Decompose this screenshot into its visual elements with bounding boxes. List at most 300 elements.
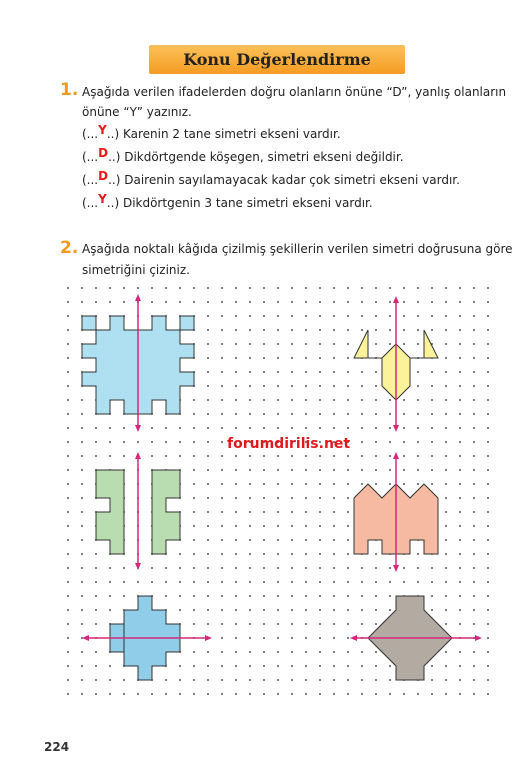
grid-dot [333, 343, 335, 345]
grid-dot [487, 399, 489, 401]
grid-dot [123, 595, 125, 597]
grid-dot [305, 399, 307, 401]
grid-dot [319, 357, 321, 359]
grid-dot [235, 427, 237, 429]
grid-dot [487, 679, 489, 681]
grid-dot [473, 595, 475, 597]
grid-dot [263, 469, 265, 471]
grid-dot [109, 595, 111, 597]
grid-dot [347, 539, 349, 541]
grid-dot [193, 553, 195, 555]
grid-dot [95, 693, 97, 695]
grid-dot [95, 553, 97, 555]
grid-dot [431, 427, 433, 429]
grid-dot [487, 441, 489, 443]
grid-dot [473, 329, 475, 331]
grid-dot [221, 399, 223, 401]
grid-dot [235, 343, 237, 345]
grid-dot [221, 651, 223, 653]
grid-dot [249, 553, 251, 555]
grid-dot [473, 315, 475, 317]
grid-dot [431, 301, 433, 303]
grid-dot [403, 329, 405, 331]
grid-dot [487, 343, 489, 345]
grid-dot [347, 623, 349, 625]
grid-dot [221, 385, 223, 387]
grid-dot [193, 539, 195, 541]
grid-dot [431, 371, 433, 373]
grid-dot [473, 469, 475, 471]
grid-dot [473, 553, 475, 555]
shape-2-original-and-reflection [354, 296, 438, 432]
grid-dot [431, 693, 433, 695]
grid-dot [473, 427, 475, 429]
grid-dot [445, 511, 447, 513]
grid-dot [235, 665, 237, 667]
question-2-text-line2: simetriğini çiziniz. [82, 263, 190, 277]
shape-3-reflection [152, 470, 180, 554]
grid-dot [207, 469, 209, 471]
grid-dot [333, 623, 335, 625]
grid-dot [291, 497, 293, 499]
statement-4-answer: Y [98, 192, 107, 206]
grid-dot [193, 511, 195, 513]
grid-dot [319, 329, 321, 331]
grid-dot [151, 567, 153, 569]
grid-dot [263, 665, 265, 667]
grid-dot [473, 693, 475, 695]
grid-dot [459, 581, 461, 583]
grid-dot [207, 441, 209, 443]
grid-dot [361, 399, 363, 401]
grid-dot [361, 623, 363, 625]
grid-dot [235, 567, 237, 569]
grid-dot [347, 315, 349, 317]
grid-dot [277, 399, 279, 401]
grid-dot [221, 581, 223, 583]
grid-dot [207, 581, 209, 583]
grid-dot [193, 609, 195, 611]
grid-dot [403, 693, 405, 695]
grid-dot [347, 679, 349, 681]
grid-dot [207, 329, 209, 331]
grid-dot [319, 343, 321, 345]
grid-dot [235, 693, 237, 695]
grid-dot [305, 511, 307, 513]
grid-dot [249, 511, 251, 513]
grid-dot [459, 343, 461, 345]
grid-dot [305, 301, 307, 303]
grid-dot [319, 455, 321, 457]
shape-2-reflection-part [424, 330, 438, 358]
grid-dot [291, 469, 293, 471]
grid-dot [347, 693, 349, 695]
grid-dot [487, 427, 489, 429]
grid-dot [207, 427, 209, 429]
grid-dot [431, 567, 433, 569]
grid-dot [459, 301, 461, 303]
grid-dot [431, 469, 433, 471]
grid-dot [263, 399, 265, 401]
grid-dot [249, 679, 251, 681]
grid-dot [305, 595, 307, 597]
grid-dot [67, 497, 69, 499]
grid-dot [249, 623, 251, 625]
grid-dot [67, 455, 69, 457]
grid-dot [193, 525, 195, 527]
grid-dot [221, 497, 223, 499]
grid-dot [221, 553, 223, 555]
statement-3: (...D..) Dairenin sayılamayacak kadar çok simetri ekseni vardır. [82, 169, 460, 187]
grid-dot [263, 385, 265, 387]
grid-dot [361, 469, 363, 471]
grid-dot [291, 679, 293, 681]
shape-6-axis-arrow-left [350, 635, 357, 641]
grid-dot [193, 483, 195, 485]
grid-dot [459, 385, 461, 387]
grid-dot [459, 483, 461, 485]
grid-dot [333, 315, 335, 317]
grid-dot [291, 385, 293, 387]
grid-dot [473, 497, 475, 499]
grid-dot [291, 609, 293, 611]
grid-dot [347, 399, 349, 401]
grid-dot [207, 525, 209, 527]
grid-dot [67, 287, 69, 289]
grid-dot [221, 567, 223, 569]
grid-dot [67, 357, 69, 359]
grid-dot [207, 553, 209, 555]
grid-dot [165, 693, 167, 695]
grid-dot [361, 441, 363, 443]
grid-dot [277, 343, 279, 345]
grid-dot [67, 553, 69, 555]
shape-6 [368, 596, 452, 638]
grid-dot [305, 651, 307, 653]
grid-dot [277, 287, 279, 289]
grid-dot [235, 329, 237, 331]
grid-dot [249, 315, 251, 317]
grid-dot [417, 483, 419, 485]
grid-dot [291, 665, 293, 667]
grid-dot [221, 539, 223, 541]
grid-dot [459, 623, 461, 625]
grid-dot [179, 609, 181, 611]
grid-dot [389, 679, 391, 681]
grid-dot [291, 413, 293, 415]
grid-dot [473, 287, 475, 289]
grid-dot [459, 567, 461, 569]
grid-dot [389, 329, 391, 331]
grid-dot [165, 441, 167, 443]
grid-dot [431, 413, 433, 415]
grid-dot [459, 651, 461, 653]
grid-dot [333, 553, 335, 555]
shape-1-reflection [138, 316, 194, 414]
grid-dot [81, 301, 83, 303]
grid-dot [333, 371, 335, 373]
grid-dot [193, 693, 195, 695]
grid-dot [67, 595, 69, 597]
grid-dot [459, 609, 461, 611]
grid-dot [67, 427, 69, 429]
grid-dot [95, 427, 97, 429]
grid-dot [445, 315, 447, 317]
grid-dot [445, 343, 447, 345]
grid-dot [445, 329, 447, 331]
grid-dot [403, 455, 405, 457]
grid-dot [305, 679, 307, 681]
grid-dot [263, 693, 265, 695]
grid-dot [291, 287, 293, 289]
grid-dot [221, 623, 223, 625]
grid-dot [123, 441, 125, 443]
grid-dot [333, 679, 335, 681]
grid-dot [263, 553, 265, 555]
shape-3-axis-arrow-top [135, 452, 141, 459]
grid-dot [193, 441, 195, 443]
grid-dot [445, 567, 447, 569]
grid-dot [263, 427, 265, 429]
grid-dot [277, 483, 279, 485]
statement-3-answer: D [98, 169, 109, 183]
grid-dot [459, 399, 461, 401]
grid-dot [221, 609, 223, 611]
grid-dot [473, 357, 475, 359]
grid-dot [249, 385, 251, 387]
grid-dot [221, 637, 223, 639]
grid-dot [375, 287, 377, 289]
grid-dot [67, 623, 69, 625]
grid-dot [417, 343, 419, 345]
grid-dot [193, 581, 195, 583]
grid-dot [291, 329, 293, 331]
grid-dot [305, 469, 307, 471]
grid-dot [487, 511, 489, 513]
grid-dot [67, 539, 69, 541]
grid-dot [389, 483, 391, 485]
shape-2 [382, 344, 396, 400]
grid-dot [473, 413, 475, 415]
grid-dot [305, 637, 307, 639]
grid-dot [235, 511, 237, 513]
grid-dot [109, 679, 111, 681]
grid-dot [81, 441, 83, 443]
grid-dot [389, 315, 391, 317]
grid-dot [347, 469, 349, 471]
grid-dot [291, 637, 293, 639]
grid-dot [347, 595, 349, 597]
grid-dot [291, 693, 293, 695]
grid-dot [445, 651, 447, 653]
grid-dot [417, 581, 419, 583]
grid-dot [459, 413, 461, 415]
grid-dot [361, 329, 363, 331]
grid-dot [319, 371, 321, 373]
grid-dot [347, 301, 349, 303]
grid-dot [95, 665, 97, 667]
grid-dot [67, 665, 69, 667]
grid-dot [333, 651, 335, 653]
grid-dot [487, 581, 489, 583]
grid-dot [487, 553, 489, 555]
grid-dot [319, 469, 321, 471]
grid-dot [347, 413, 349, 415]
grid-dot [81, 399, 83, 401]
grid-dot [277, 469, 279, 471]
grid-dot [459, 539, 461, 541]
grid-dot [375, 679, 377, 681]
grid-dot [207, 567, 209, 569]
grid-dot [389, 399, 391, 401]
grid-dot [165, 287, 167, 289]
grid-dot [235, 371, 237, 373]
grid-dot [81, 469, 83, 471]
question-1-number: 1. [60, 80, 79, 100]
grid-dot [305, 553, 307, 555]
grid-dot [137, 441, 139, 443]
grid-dot [403, 399, 405, 401]
grid-dot [473, 679, 475, 681]
grid-dot [193, 469, 195, 471]
grid-dot [221, 343, 223, 345]
grid-dot [347, 553, 349, 555]
grid-dot [473, 539, 475, 541]
grid-dot [95, 623, 97, 625]
grid-dot [375, 651, 377, 653]
grid-dot [123, 301, 125, 303]
grid-dot [347, 455, 349, 457]
shape-4-axis-arrow-top [393, 452, 399, 459]
grid-dot [67, 679, 69, 681]
grid-dot [389, 665, 391, 667]
grid-dot [333, 399, 335, 401]
grid-dot [277, 497, 279, 499]
grid-dot [277, 315, 279, 317]
grid-dot [333, 469, 335, 471]
grid-dot [431, 385, 433, 387]
grid-dot [235, 637, 237, 639]
grid-dot [473, 567, 475, 569]
grid-dot [319, 553, 321, 555]
grid-dot [235, 385, 237, 387]
grid-dot [417, 553, 419, 555]
grid-dot [333, 693, 335, 695]
grid-dot [347, 651, 349, 653]
grid-dot [333, 329, 335, 331]
grid-dot [67, 385, 69, 387]
grid-dot [193, 301, 195, 303]
shape-4 [354, 484, 396, 554]
grid-dot [319, 567, 321, 569]
grid-dot [179, 301, 181, 303]
grid-dot [221, 413, 223, 415]
grid-dot [179, 581, 181, 583]
grid-dot [249, 287, 251, 289]
grid-dot [67, 511, 69, 513]
grid-dot [445, 693, 447, 695]
grid-dot [207, 693, 209, 695]
grid-dot [95, 301, 97, 303]
grid-dot [263, 679, 265, 681]
grid-dot [347, 385, 349, 387]
grid-dot [207, 287, 209, 289]
grid-dot [291, 553, 293, 555]
grid-dot [277, 371, 279, 373]
grid-dot [291, 315, 293, 317]
grid-dot [151, 441, 153, 443]
grid-dot [487, 413, 489, 415]
grid-dot [333, 567, 335, 569]
grid-dot [445, 581, 447, 583]
statement-4-text: Dikdörtgenin 3 tane simetri ekseni vardır. [122, 196, 373, 210]
grid-dot [179, 427, 181, 429]
grid-dot [347, 287, 349, 289]
grid-dot [249, 581, 251, 583]
grid-dot [235, 539, 237, 541]
grid-dot [319, 385, 321, 387]
grid-dot [81, 553, 83, 555]
grid-dot [333, 539, 335, 541]
grid-dot [333, 483, 335, 485]
grid-dot [109, 427, 111, 429]
grid-dot [375, 553, 377, 555]
section-title: Konu Değerlendirme [183, 50, 371, 69]
grid-dot [235, 399, 237, 401]
grid-dot [95, 651, 97, 653]
grid-dot [277, 609, 279, 611]
grid-dot [179, 567, 181, 569]
grid-dot [417, 399, 419, 401]
grid-dot [277, 455, 279, 457]
grid-dot [319, 609, 321, 611]
grid-dot [249, 399, 251, 401]
grid-dot [333, 637, 335, 639]
grid-dot [263, 525, 265, 527]
shape-6-original-and-reflection [350, 596, 482, 680]
shape-5 [124, 596, 180, 638]
grid-dot [277, 301, 279, 303]
grid-dot [487, 567, 489, 569]
grid-dot [445, 609, 447, 611]
statement-4: (...Y..) Dikdörtgenin 3 tane simetri ekseni vardır. [82, 192, 373, 210]
grid-dot [445, 301, 447, 303]
grid-dot [375, 315, 377, 317]
grid-dot [263, 581, 265, 583]
grid-dot [389, 469, 391, 471]
grid-dot [137, 693, 139, 695]
grid-dot [487, 539, 489, 541]
grid-dot [235, 315, 237, 317]
grid-dot [109, 287, 111, 289]
grid-dot [333, 301, 335, 303]
grid-dot [165, 427, 167, 429]
grid-dot [445, 525, 447, 527]
grid-dot [487, 329, 489, 331]
grid-dot [221, 483, 223, 485]
grid-dot [375, 455, 377, 457]
grid-dot [487, 651, 489, 653]
grid-dot [263, 609, 265, 611]
grid-dot [417, 693, 419, 695]
grid-dot [81, 665, 83, 667]
grid-dot [263, 413, 265, 415]
grid-dot [207, 301, 209, 303]
grid-dot [375, 693, 377, 695]
grid-dot [81, 497, 83, 499]
grid-dot [375, 385, 377, 387]
grid-dot [291, 525, 293, 527]
